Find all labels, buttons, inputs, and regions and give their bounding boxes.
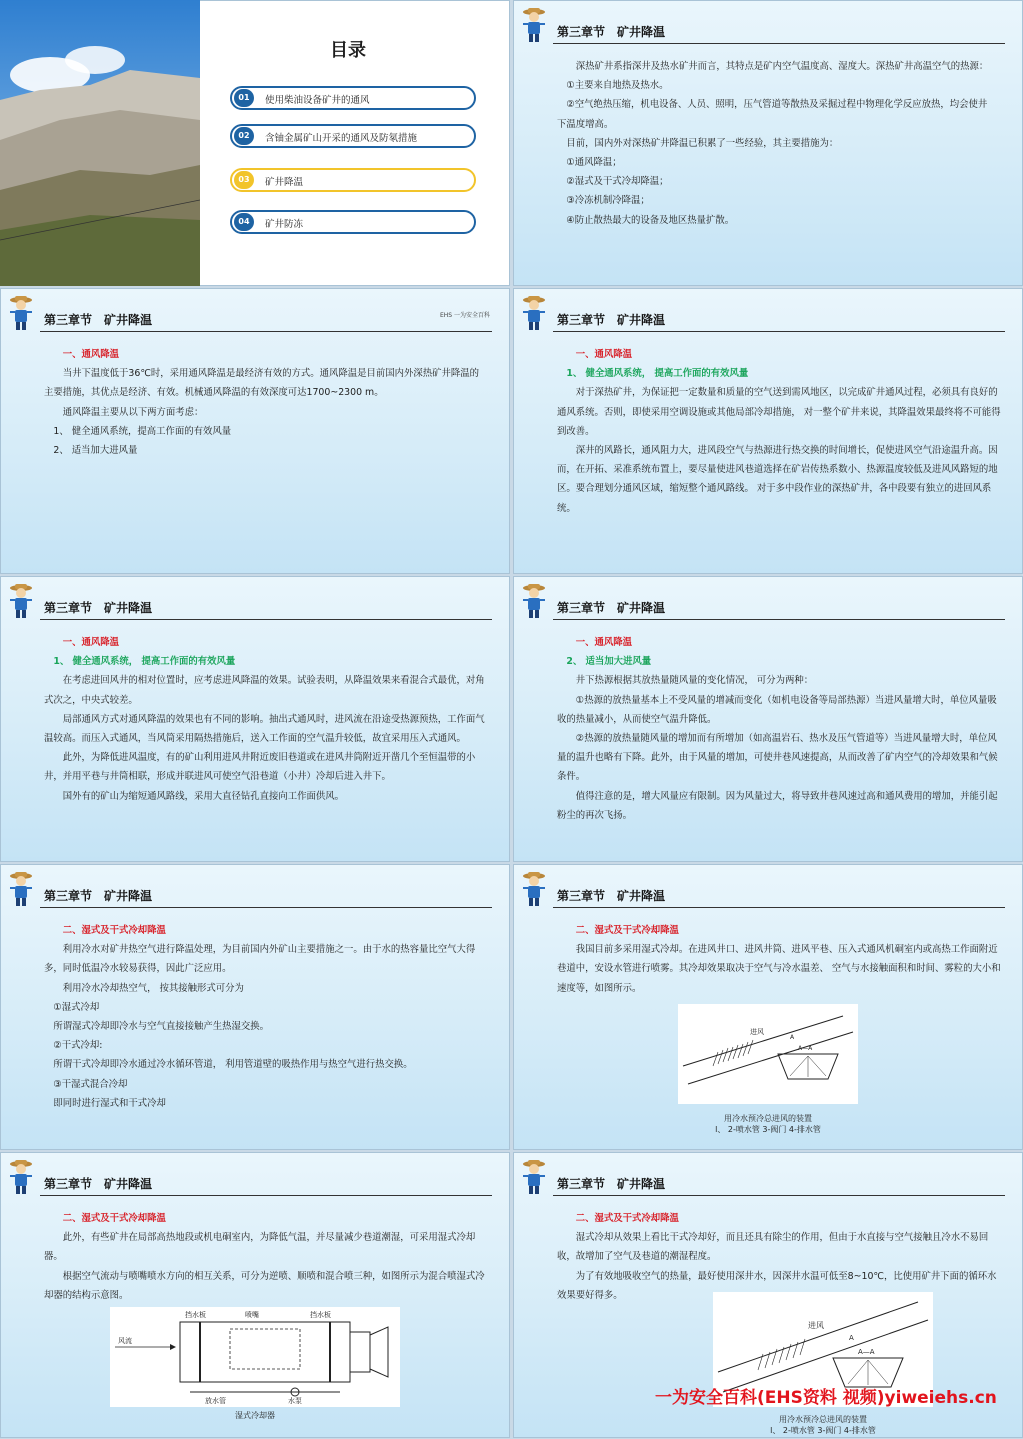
paragraph: ①主要来自地热及热水。	[566, 80, 669, 92]
toc-item-2[interactable]	[230, 124, 476, 148]
section-title: 第三章节 矿井降温	[44, 1177, 153, 1191]
figure-caption: 湿式冷却器	[235, 1411, 275, 1420]
mascot-icon	[6, 582, 36, 620]
section-title: 第三章节 矿井降温	[44, 313, 153, 327]
paragraph: 深井的风路长，通风阻力大，进风段空气与热源进行热交换的时间增长，促使进风空气沿途温升高。因而，在开拓、采准系统布置上，要尽量使进风巷道选择在矿岩传热系数小、热源温度较低及进风风路短的地区。要合理划分通风区域，缩短整个通风路线。 对于多中段作业的深热矿井，各中段要有独立的进回风系统。	[557, 445, 998, 514]
spray-cooling-diagram	[678, 1004, 858, 1104]
section-label: A—A	[858, 1348, 875, 1356]
title-underline	[553, 331, 1005, 332]
mascot-icon	[519, 294, 549, 332]
section-mark: A	[790, 1034, 795, 1041]
paragraph: 根据空气流动与喷嘴喷水方向的相互关系，可分为逆喷、顺喷和混合喷三种，如图所示为混合喷湿式冷却器的结构示意图。	[44, 1270, 485, 1301]
toc-label: 含铀金属矿山开采的通风及防氡措施	[265, 133, 418, 144]
toc-num: 03	[234, 171, 254, 189]
paragraph: 通风降温主要从以下两方面考虑：	[62, 406, 204, 418]
title-underline	[40, 619, 492, 620]
figure-caption	[723, 1414, 923, 1436]
paragraph: ④防止散热最大的设备及地区热量扩散。	[566, 214, 735, 226]
slide-body	[44, 921, 488, 1113]
mascot-icon	[519, 870, 549, 908]
paragraph: 局部通风方式对通风降温的效果也有不同的影响。抽出式通风时，进风流在沿途受热源预热，工作面气温较高。而压入式通风，当风筒采用隔热措施后，送入工作面的空气温升较低，故宜采用压入式通风。	[44, 713, 485, 745]
heading-1: 一、通风降温	[575, 637, 633, 648]
slide-body	[44, 633, 488, 806]
mascot-icon	[519, 1158, 549, 1196]
toc-num: 01	[234, 89, 254, 107]
toc-num: 04	[234, 213, 254, 231]
paragraph: 所谓干式冷却即冷水通过冷水循环管道， 利用管道壁的吸热作用与热空气进行热交换。	[53, 1059, 413, 1071]
toc-heading: 目录	[330, 40, 366, 61]
heading-2: 1、 健全通风系统， 提高工作面的有效风量	[53, 656, 236, 668]
slide-5	[0, 576, 510, 862]
paragraph: 此外，有些矿井在局部高热地段或机电硐室内，为降低气温，并尽量减少巷道潮湿，可采用湿式冷却器。	[44, 1232, 476, 1263]
paragraph: ③干湿式混合冷却	[53, 1078, 128, 1090]
paragraph: 深热矿井系指深井及热水矿井而言，其特点是矿内空气温度高、湿度大。深热矿井高温空气的热源：	[575, 61, 989, 72]
title-underline	[553, 1195, 1005, 1196]
paragraph: 利用冷水冷却热空气， 按其接触形式可分为	[62, 982, 244, 994]
caption-title: 用冷水预冷总进风的装置	[724, 1114, 812, 1123]
quarry-photo	[0, 0, 200, 286]
slide-body	[557, 345, 1001, 518]
toc-label: 矿井降温	[265, 177, 304, 188]
section-title: 第三章节 矿井降温	[557, 889, 666, 903]
slide-4	[513, 288, 1023, 574]
duct-label: 进风	[808, 1321, 824, 1330]
section-mark: A	[849, 1334, 854, 1342]
paragraph: ②空气绝热压缩，机电设备、人员、照明，压气管道等散热及采掘过程中物理化学反应放热，均会使井下温度增高。	[557, 99, 988, 130]
paragraph: ①通风降温；	[566, 157, 622, 169]
paragraph: 我国目前多采用湿式冷却。在进风井口、进风井筒、进风平巷、压入式通风机硐室内或高热工作面附近巷道中，安设水管进行喷雾。其冷却效果取决于空气与冷水温差、 空气与水接触面积和时间、雾粒的大小和速度等，如图所示。	[557, 944, 1001, 994]
slide-9	[0, 1152, 510, 1438]
wet-cooler-diagram	[110, 1307, 400, 1407]
section-title: 第三章节 矿井降温	[44, 889, 153, 903]
paragraph: ①湿式冷却	[53, 1001, 100, 1013]
heading-1: 二、湿式及干式冷却降温	[62, 1213, 166, 1224]
wind-label: 风流	[118, 1337, 132, 1345]
heading-1: 二、湿式及干式冷却降温	[575, 925, 679, 936]
title-underline	[40, 331, 492, 332]
slide-body	[557, 1209, 1001, 1305]
toc-num: 02	[234, 127, 254, 145]
title-underline	[553, 43, 1005, 44]
title-underline	[40, 907, 492, 908]
section-title: 第三章节 矿井降温	[44, 601, 153, 615]
slide-7	[0, 864, 510, 1150]
toc-label: 使用柴油设备矿井的通风	[265, 95, 370, 106]
paragraph: ③冷冻机制冷降温；	[566, 195, 650, 207]
paragraph: 值得注意的是，增大风量应有限制。因为风量过大，将导致井巷风速过高和通风费用的增加，并能引起粉尘的再次飞扬。	[557, 790, 998, 821]
mascot-icon	[6, 1158, 36, 1196]
baffle-right-label: 挡水板	[310, 1311, 331, 1319]
paragraph: 湿式冷却从效果上看比干式冷却好，而且还具有除尘的作用，但由于水直接与空气接触且冷水不易回收，故增加了空气及巷道的潮湿程度。	[557, 1232, 989, 1263]
mascot-icon	[519, 582, 549, 620]
toc-label: 矿井防冻	[265, 219, 304, 230]
drain-label: 放水管	[205, 1397, 226, 1405]
slide-body	[557, 633, 1001, 825]
slide-2	[513, 0, 1023, 286]
slide-body	[557, 921, 1001, 998]
paragraph: 目前，国内外对深热矿井降温已积累了一些经验，其主要措施为：	[566, 137, 839, 149]
section-title: 第三章节 矿井降温	[557, 313, 666, 327]
heading-1: 一、通风降温	[575, 349, 633, 360]
paragraph: 1、 健全通风系统，提高工作面的有效风量	[53, 425, 232, 437]
slide-body	[44, 1209, 488, 1305]
toc-item-4[interactable]	[230, 210, 476, 234]
title-underline	[40, 1195, 492, 1196]
watermark: 一为安全百科(EHS资料 视频)yiweiehs.cn	[655, 1388, 997, 1408]
pump-label: 水泵	[288, 1397, 302, 1405]
paragraph: 为了有效地吸收空气的热量，最好使用深井水，因深井水温可低至8~10℃，比使用矿井下面的循环水效果要好得多。	[557, 1270, 997, 1301]
paragraph: 所谓湿式冷却即冷水与空气直接接触产生热湿交换。	[53, 1021, 270, 1033]
figure-caption	[678, 1113, 858, 1135]
section-title: 第三章节 矿井降温	[557, 601, 666, 615]
heading-1: 一、通风降温	[62, 349, 120, 360]
paragraph: 此外，为降低进风温度，有的矿山利用进风井附近废旧巷道或在进风井筒附近开凿几个至恒温带的小井，并用平巷与井筒相联，形成并联进风可使空气沿巷道（小井）冷却后进入井下。	[44, 752, 476, 783]
duct-label: 进风	[750, 1028, 764, 1036]
heading-1: 二、湿式及干式冷却降温	[575, 1213, 679, 1224]
heading-2: 1、 健全通风系统， 提高工作面的有效风量	[566, 368, 749, 380]
paragraph: ①热源的放热量基本上不受风量的增减而变化（如机电设备等局部热源）当进风量增大时，单位风量吸收的热量减小，从而使空气温升降低。	[557, 694, 997, 725]
paragraph: 利用冷水对矿井热空气进行降温处理，为目前国内外矿山主要措施之一。由于水的热容量比空气大得多，同时低温冷水较易获得，因此广泛应用。	[44, 944, 476, 975]
section-title: 第三章节 矿井降温	[557, 1177, 666, 1191]
slide-body	[557, 57, 993, 230]
title-underline	[553, 907, 1005, 908]
slide-8	[513, 864, 1023, 1150]
paragraph: 井下热源根据其放热量随风量的变化情况， 可分为两种：	[575, 675, 814, 687]
section-title: 第三章节 矿井降温	[557, 25, 666, 39]
heading-1: 二、湿式及干式冷却降温	[62, 925, 166, 936]
paragraph: 对于深热矿井，为保证把一定数量和质量的空气送到需风地区，以完成矿井通风过程，必须具有良好的通风系统。否则，即使采用空调设施或其他局部冷却措施， 对一整个矿井来说，其降温效果最终将不可能得到改善。	[557, 387, 1001, 437]
paragraph: ②干式冷却:	[53, 1040, 103, 1052]
heading-2: 2、 适当加大进风量	[566, 656, 652, 668]
paragraph: 国外有的矿山为缩短通风路线，采用大直径钻孔直接向工作面供风。	[62, 790, 345, 802]
baffle-left-label: 挡水板	[185, 1311, 206, 1319]
title-underline	[553, 619, 1005, 620]
slide-toc	[0, 0, 510, 286]
mascot-icon	[6, 294, 36, 332]
caption-title: 用冷水预冷总进风的装置	[779, 1415, 867, 1424]
paragraph: 在考虑进回风井的相对位置时，应考虑进风降温的效果。试验表明，从降温效果来看混合式最优，对角式次之，中央式较差。	[44, 675, 485, 706]
paragraph: 2、 适当加大进风量	[53, 445, 138, 457]
ehs-logo: EHS 一为安全百科	[439, 312, 490, 319]
toc-item-3[interactable]	[230, 168, 476, 192]
toc-item-1[interactable]	[230, 86, 476, 110]
slide-6	[513, 576, 1023, 862]
caption-legend: l、 2-喷水管 3-阀门 4-排水管	[715, 1125, 821, 1134]
paragraph: 即同时进行湿式和干式冷却	[53, 1097, 166, 1109]
slide-body	[44, 345, 488, 460]
spray-label: 喷嘴	[245, 1311, 259, 1319]
section-label: A—A	[798, 1045, 813, 1052]
paragraph: ②湿式及干式冷却降温；	[566, 176, 669, 188]
paragraph: 当井下温度低于36℃时，采用通风降温是最经济有效的方式。通风降温是目前国内外深热矿井降温的主要措施，其优点是经济、有效。机械通风降温的有效深度可达1700~2300 m。	[44, 368, 480, 399]
paragraph: ②热源的放热量随风量的增加而有所增加（如高温岩石、热水及压气管道等）当进风量增大时，单位风量的温升也略有下降。此外，由于风量的增加，可使井巷风速提高，从而改善了矿内空气的冷却效果和气候条件。	[557, 733, 998, 783]
caption-legend: l、 2-喷水管 3-阀门 4-排水管	[770, 1426, 876, 1435]
mascot-icon	[6, 870, 36, 908]
mascot-icon	[519, 6, 549, 44]
slide-3	[0, 288, 510, 574]
heading-1: 一、通风降温	[62, 637, 120, 648]
